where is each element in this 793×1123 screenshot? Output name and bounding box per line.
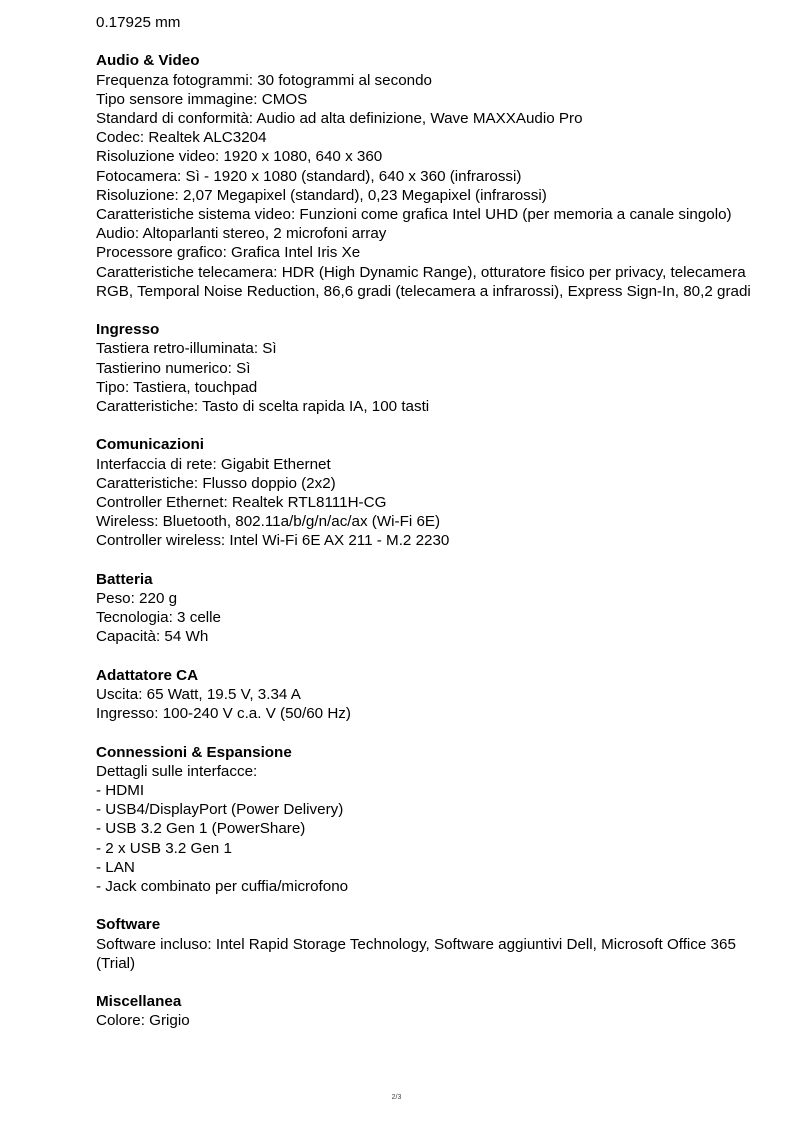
spec-line: Controller Ethernet: Realtek RTL8111H-CG [96,494,387,512]
spec-line: Frequenza fotogrammi: 30 fotogrammi al secondo [96,71,432,89]
section-batteria [96,570,756,647]
intro-line: 0.17925 mm [96,14,181,31]
spec-line: Audio: Altoparlanti stereo, 2 microfoni array [96,225,387,243]
section-heading: Miscellanea [96,993,182,1011]
section-heading: Software [96,916,161,934]
section-connessioni-espansione [96,743,756,897]
spec-line: - Jack combinato per cuffia/microfono [96,878,349,896]
section-software [96,915,756,973]
section-heading: Adattatore CA [96,666,199,684]
section-heading: Comunicazioni [96,436,205,454]
spec-line: Risoluzione: 2,07 Megapixel (standard), 0,23 Megapixel (infrarossi) [96,186,547,204]
spec-line: - USB 3.2 Gen 1 (PowerShare) [96,820,306,838]
spec-line: - USB4/DisplayPort (Power Delivery) [96,801,344,819]
spec-line: Caratteristiche telecamera: HDR (High Dynamic Range), otturatore fisico per privacy, telecamera RGB, Temporal Noise Reduction, 86,6 gradi (telecamera a infrarossi), Express Sign-In, 80,2 gradi [96,263,751,300]
spec-line: Caratteristiche: Tasto di scelta rapida IA, 100 tasti [96,398,430,416]
spec-line: - 2 x USB 3.2 Gen 1 [96,839,232,857]
section-heading: Ingresso [96,321,160,339]
spec-line: Tipo: Tastiera, touchpad [96,378,258,396]
section-heading: Batteria [96,570,153,588]
spec-line: Dettagli sulle interfacce: [96,762,258,780]
spec-line: Uscita: 65 Watt, 19.5 V, 3.34 A [96,686,301,704]
spec-line: Wireless: Bluetooth, 802.11a/b/g/n/ac/ax (Wi-Fi 6E) [96,513,441,531]
page-number: 2/3 [391,1094,402,1101]
spec-line: Caratteristiche: Flusso doppio (2x2) [96,474,336,492]
spec-line: Colore: Grigio [96,1012,190,1030]
spec-line: Caratteristiche sistema video: Funzioni come grafica Intel UHD (per memoria a canale singolo) [96,206,732,224]
spec-line: Peso: 220 g [96,590,178,608]
section-ingresso [96,320,756,416]
spec-line: Capacità: 54 Wh [96,628,209,646]
spec-line: Standard di conformità: Audio ad alta definizione, Wave MAXXAudio Pro [96,110,583,127]
section-heading: Audio & Video [96,52,200,70]
spec-line: Controller wireless: Intel Wi-Fi 6E AX 211 - M.2 2230 [96,532,450,550]
spec-line: Ingresso: 100-240 V c.a. V (50/60 Hz) [96,705,351,723]
spec-line: Interfaccia di rete: Gigabit Ethernet [96,455,331,473]
spec-line: Codec: Realtek ALC3204 [96,129,267,147]
section-miscellanea [96,992,756,1030]
spec-line: - LAN [96,858,135,876]
spec-line: - HDMI [96,782,145,800]
spec-line: Tecnologia: 3 celle [96,609,221,627]
spec-line: Tastiera retro-illuminata: Sì [96,340,277,358]
section-heading: Connessioni & Espansione [96,743,292,761]
spec-line: Tipo sensore immagine: CMOS [96,90,308,108]
section-adattatore-ca [96,666,756,724]
spec-line: Software incluso: Intel Rapid Storage Technology, Software aggiuntivi Dell, Microsoft Office 365 (Trial) [96,935,741,972]
document-body [96,13,756,1031]
spec-line: Fotocamera: Sì - 1920 x 1080 (standard), 640 x 360 (infrarossi) [96,167,522,185]
section-audio-video [96,51,756,301]
spec-line: Risoluzione video: 1920 x 1080, 640 x 360 [96,148,383,166]
spec-line: Processore grafico: Grafica Intel Iris Xe [96,244,361,262]
section-comunicazioni [96,435,756,550]
spec-line: Tastierino numerico: Sì [96,359,251,377]
